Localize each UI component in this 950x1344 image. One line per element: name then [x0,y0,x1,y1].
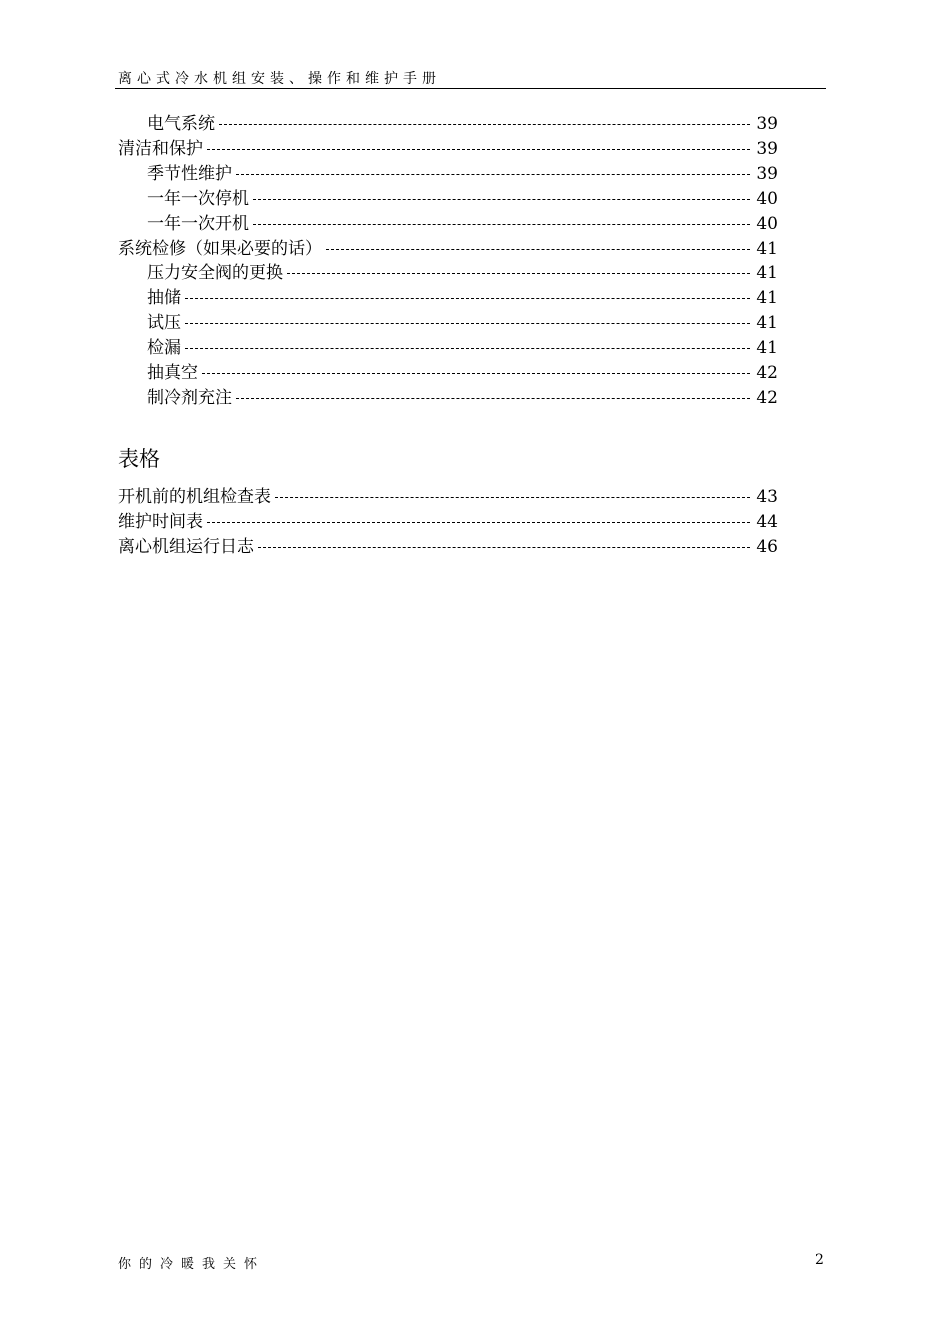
tables-entry-label: 维护时间表 [118,512,203,532]
toc-leader [219,124,750,125]
toc-leader [185,323,750,324]
toc-leader [326,249,750,250]
toc-entry-page: 39 [756,139,778,159]
toc-entry-label: 试压 [147,313,181,333]
toc-entry-page: 41 [756,288,778,308]
toc-entry[interactable] [118,337,778,359]
toc-entry[interactable] [118,138,778,160]
toc-entry-page: 39 [756,164,778,184]
tables-entry[interactable] [118,536,778,558]
toc-entry-page: 41 [756,239,778,259]
tables-section-heading: 表格 [118,447,160,471]
tables-entry-label: 离心机组运行日志 [118,537,254,557]
toc-leader [236,398,750,399]
toc-entry[interactable] [118,113,778,135]
toc-entry-label: 清洁和保护 [118,139,203,159]
toc-entry-page: 41 [756,338,778,358]
toc-leader [287,273,750,274]
toc-leader [275,497,750,498]
toc-leader [236,174,750,175]
toc-leader [202,373,750,374]
toc-entry-page: 40 [756,214,778,234]
toc-entry[interactable] [118,287,778,309]
toc-entry[interactable] [118,312,778,334]
toc-leader [258,547,750,548]
toc-leader [253,224,750,225]
footer-slogan: 你的冷暖我关怀 [118,1257,266,1272]
toc-entry-label: 系统检修（如果必要的话） [118,239,322,259]
toc-entry-page: 41 [756,263,778,283]
tables-entry-page: 44 [756,512,778,532]
toc-entry-page: 39 [756,114,778,134]
toc-leader [185,298,750,299]
toc-entry-page: 42 [756,363,778,383]
toc-entry-page: 42 [756,388,778,408]
toc-entry-label: 抽储 [147,288,181,308]
toc-leader [185,348,750,349]
toc-entry[interactable] [118,262,778,284]
toc-entry-label: 抽真空 [147,363,198,383]
toc-entry[interactable] [118,163,778,185]
toc-entry[interactable] [118,362,778,384]
toc-entry[interactable] [118,213,778,235]
toc-entry-label: 制冷剂充注 [147,388,232,408]
footer-page-number: 2 [815,1252,824,1268]
toc-entry-label: 压力安全阀的更换 [147,263,283,283]
tables-entry-page: 46 [756,537,778,557]
toc-entry[interactable] [118,238,778,260]
toc-entry-label: 电气系统 [147,114,215,134]
toc-leader [207,522,750,523]
toc-entry[interactable] [118,188,778,210]
toc-entry-label: 一年一次停机 [147,189,249,209]
tables-entry-page: 43 [756,487,778,507]
toc-leader [207,149,750,150]
toc-leader [253,199,750,200]
tables-entry-label: 开机前的机组检查表 [118,487,271,507]
tables-entry[interactable] [118,511,778,533]
toc-entry[interactable] [118,387,778,409]
toc-entry-page: 41 [756,313,778,333]
toc-entry-label: 一年一次开机 [147,214,249,234]
page-header: 离心式冷水机组安装、操作和维护手册 [118,71,441,87]
toc-entry-label: 检漏 [147,338,181,358]
header-rule [115,88,826,89]
toc-entry-label: 季节性维护 [147,164,232,184]
tables-entry[interactable] [118,486,778,508]
toc-entry-page: 40 [756,189,778,209]
